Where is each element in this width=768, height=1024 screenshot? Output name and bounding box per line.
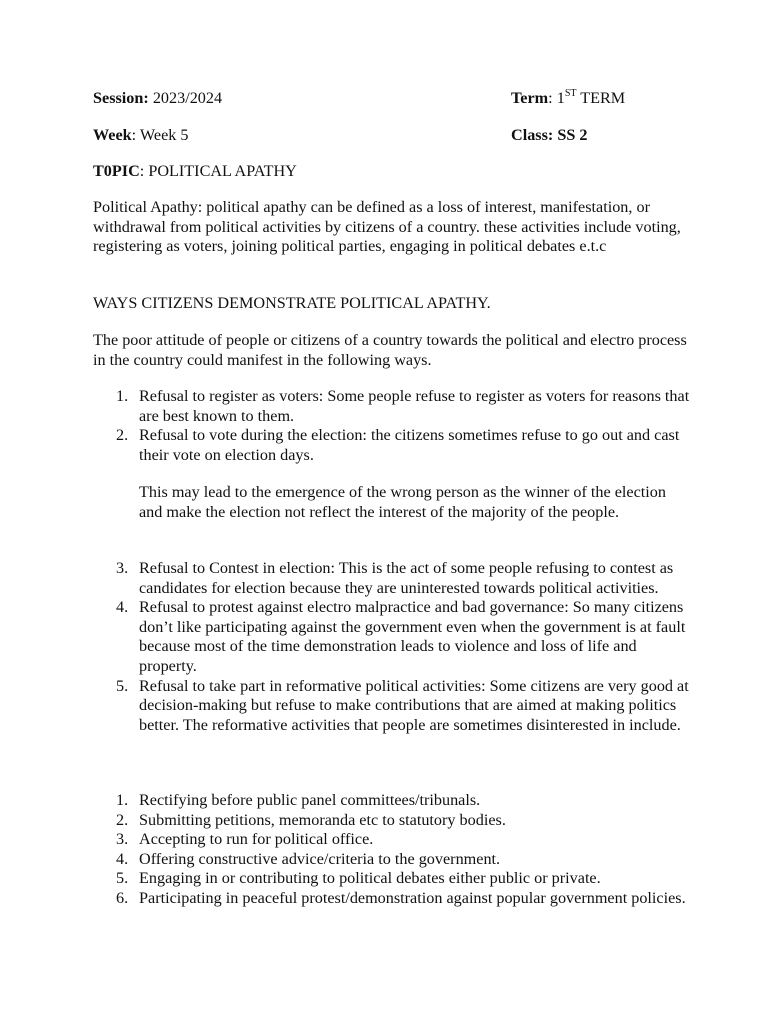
list-item <box>93 889 693 909</box>
list-item <box>93 559 693 598</box>
list-number: 5. <box>116 676 129 695</box>
list-item <box>93 811 693 831</box>
list-number: 3. <box>116 830 129 849</box>
week-field <box>93 126 189 146</box>
week-label: Week <box>93 126 132 144</box>
list-text: Participating in peaceful protest/demonstration against popular government policies. <box>139 888 686 907</box>
ways-list-part-2 <box>93 559 693 735</box>
list-item <box>93 426 693 465</box>
week-value: : Week 5 <box>131 126 189 144</box>
list-text: Rectifying before public panel committees/tribunals. <box>139 791 481 809</box>
list-number: 4. <box>116 598 129 617</box>
list-item <box>93 387 693 426</box>
ways-list-part-1 <box>93 387 693 465</box>
definition-block <box>93 198 693 257</box>
topic-value: : POLITICAL APATHY <box>139 162 297 180</box>
session-value: 2023/2024 <box>152 89 223 107</box>
section-heading: WAYS CITIZENS DEMONSTRATE POLITICAL APATHY. <box>93 294 491 312</box>
list-item <box>93 677 693 736</box>
list-number: 5. <box>116 869 129 888</box>
list-text: Refusal to take part in reformative political activities: Some citizens are very good at decision-making but refuse to make contributions that are aimed at making politics better. The reformative activities that people are sometimes disinterested in include. <box>139 676 689 734</box>
list-item <box>93 791 693 811</box>
list-number: 1. <box>116 387 129 405</box>
list-text: Submitting petitions, memoranda etc to statutory bodies. <box>139 810 506 829</box>
session-label: Session: <box>93 89 149 107</box>
session-term-row <box>93 89 693 109</box>
list-number: 4. <box>116 849 129 868</box>
list-item <box>93 869 693 889</box>
list-item <box>93 850 693 870</box>
list-number: 2. <box>116 426 129 445</box>
term-value-sup: ST <box>564 87 577 99</box>
list-number: 1. <box>116 791 129 809</box>
intro-block <box>93 331 693 370</box>
topic-label: T0PIC <box>93 162 140 180</box>
list-item <box>93 598 693 676</box>
term-value-prefix: : 1 <box>548 89 565 107</box>
list-text: Refusal to register as voters: Some people refuse to register as voters for reasons that are best known to them. <box>139 387 690 425</box>
week-class-row <box>93 126 693 146</box>
ways-note <box>93 483 693 522</box>
term-field <box>511 89 625 109</box>
ways-note-paragraph: This may lead to the emergence of the wrong person as the winner of the election and make the election not reflect the interest of the majority of the people. <box>139 483 666 521</box>
list-text: Refusal to protest against electro malpractice and bad governance: So many citizens don’t like participating against the government even when the government is at fault because most of the time demonstration leads to violence and loss of life and property. <box>139 598 686 675</box>
list-text: Accepting to run for political office. <box>139 830 374 849</box>
class-field <box>511 126 587 146</box>
definition-paragraph: Political Apathy: political apathy can be defined as a loss of interest, manifestation, or withdrawal from political activities by citizens of a country. these activities include voting, registering as voters, joining political parties, engaging in political debates e.t.c <box>93 198 681 256</box>
list-text: Offering constructive advice/criteria to the government. <box>139 849 501 868</box>
reformative-activities-list <box>93 791 693 909</box>
list-text: Refusal to Contest in election: This is the act of some people refusing to contest as candidates for election because they are uninterested towards political activities. <box>139 559 674 597</box>
list-number: 2. <box>116 810 129 829</box>
list-text: Refusal to vote during the election: the citizens sometimes refuse to go out and cast their vote on election days. <box>139 426 680 464</box>
term-label: Term <box>511 89 549 107</box>
term-value-suffix: TERM <box>576 89 626 107</box>
list-item <box>93 830 693 850</box>
list-number: 6. <box>116 888 129 907</box>
list-number: 3. <box>116 559 129 577</box>
list-text: Engaging in or contributing to political debates either public or private. <box>139 869 601 888</box>
class-label: Class: SS 2 <box>511 126 588 144</box>
session-field <box>93 89 222 109</box>
intro-paragraph: The poor attitude of people or citizens of a country towards the political and electro process in the country could manifest in the following ways. <box>93 331 687 369</box>
topic-line <box>93 162 693 182</box>
